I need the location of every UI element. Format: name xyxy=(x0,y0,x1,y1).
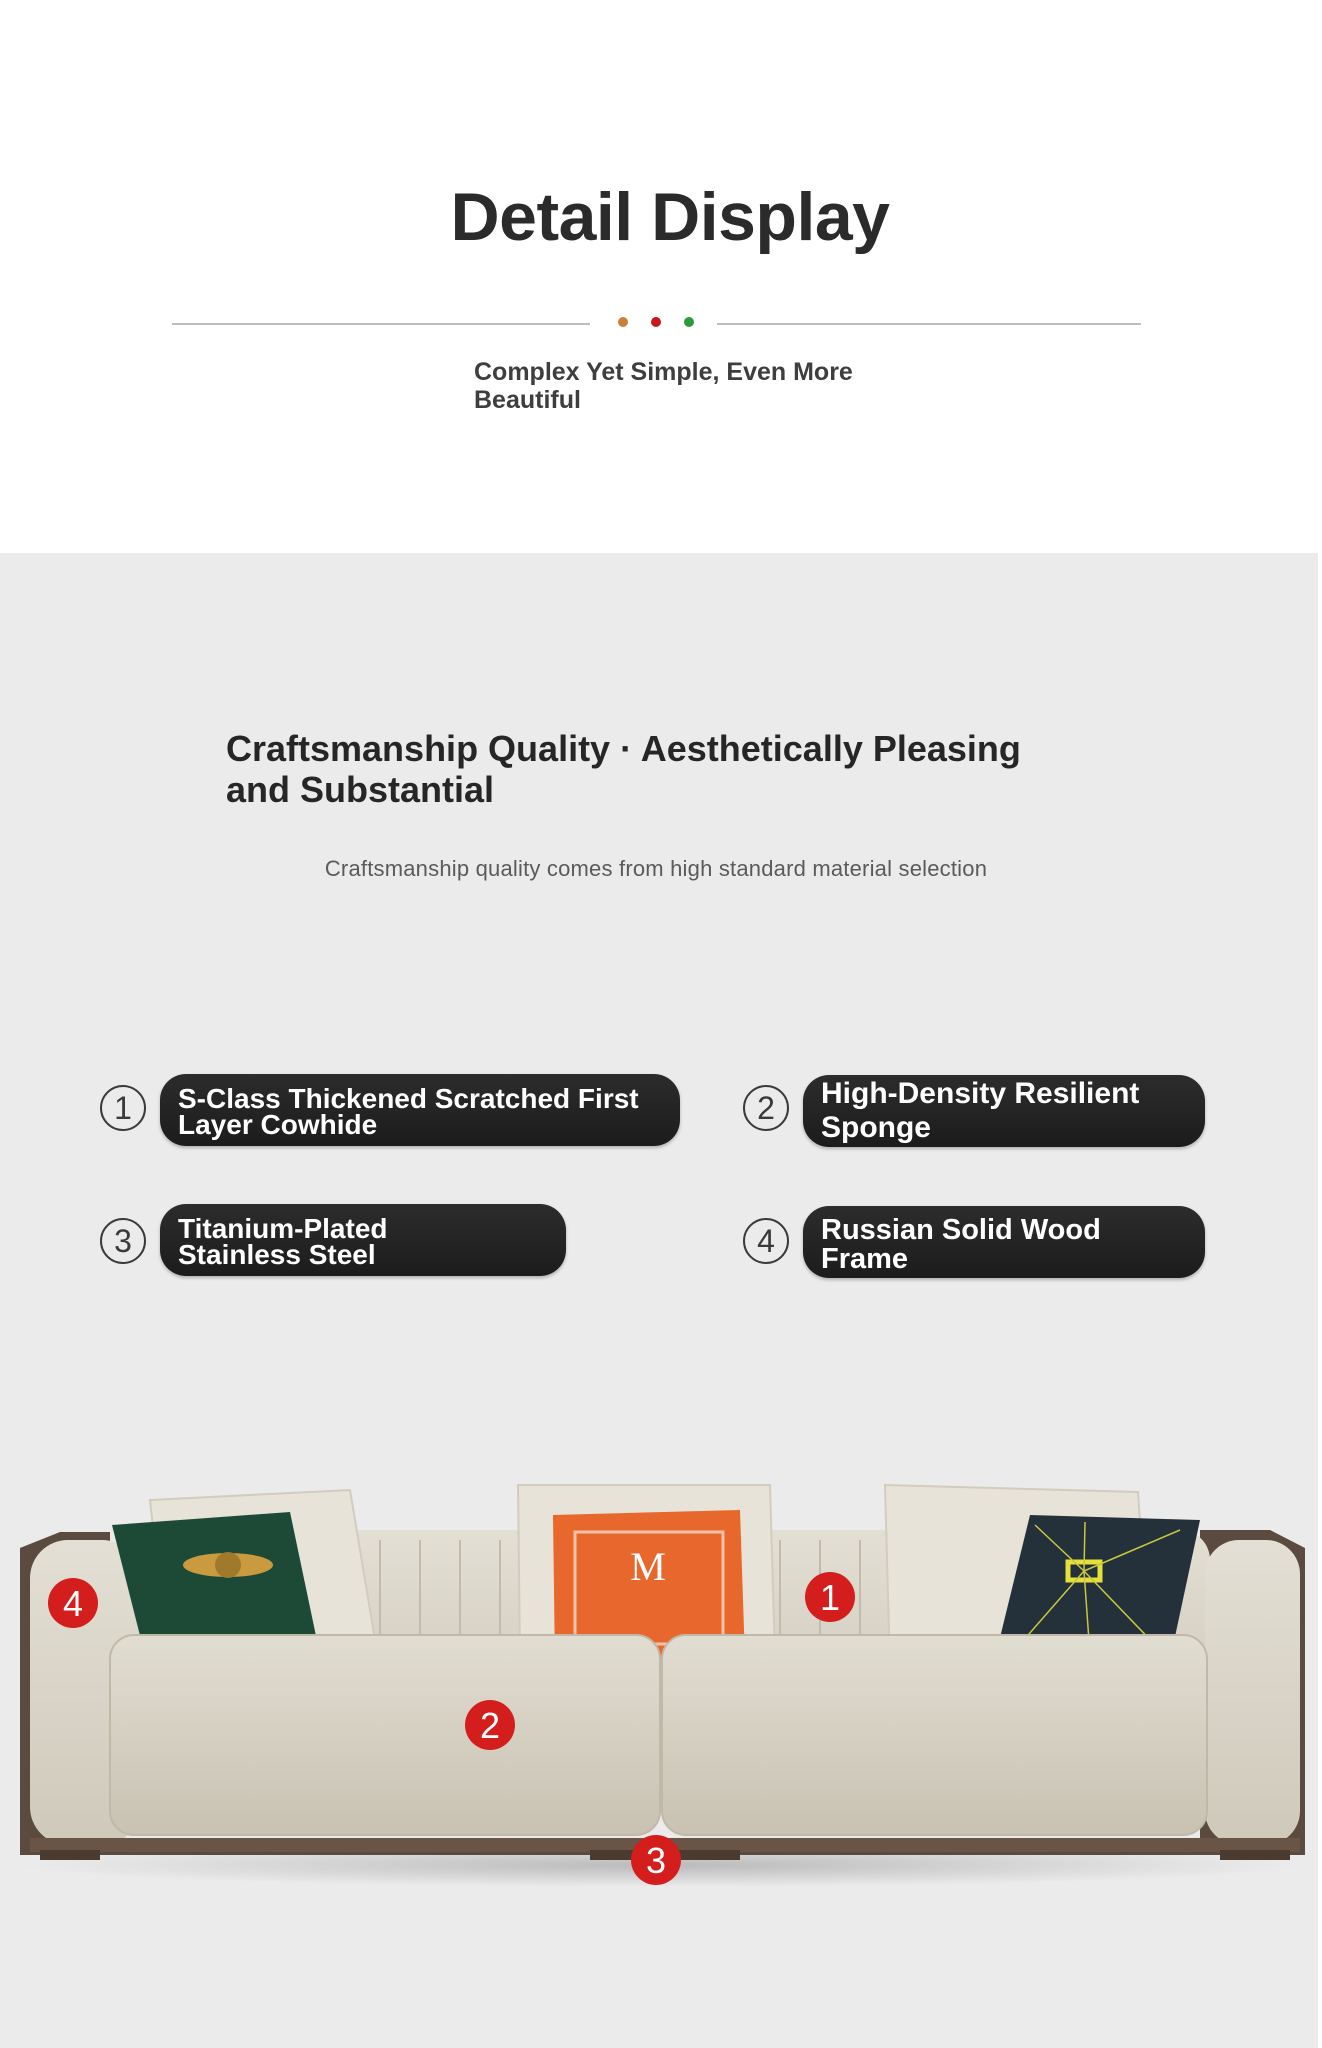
divider-dot-3 xyxy=(684,317,694,327)
divider-left xyxy=(172,323,590,325)
divider-right xyxy=(717,323,1141,325)
sofa-leg-left xyxy=(40,1850,100,1860)
section-headline: Craftsmanship Quality · Aesthetically Pleasing and Substantial xyxy=(226,728,1021,810)
edge-strip xyxy=(1318,553,1322,2048)
header-section xyxy=(0,0,1322,553)
marker-1-label: 1 xyxy=(819,1577,841,1618)
sofa-leg-right xyxy=(1220,1850,1290,1860)
marker-4 xyxy=(48,1578,98,1628)
marker-4-label: 4 xyxy=(62,1583,84,1624)
feature-label-3: Titanium-Plated Stainless Steel xyxy=(160,1204,566,1276)
sofa-illustration xyxy=(0,1470,1318,1890)
right-arm xyxy=(1205,1540,1300,1845)
marker-1 xyxy=(805,1572,855,1622)
feature-label-2: High-Density Resilient Sponge xyxy=(803,1075,1205,1147)
page-subtitle: Complex Yet Simple, Even More Beautiful xyxy=(474,358,853,414)
pillow-green-badge xyxy=(215,1552,241,1578)
divider-dot-2 xyxy=(651,317,661,327)
section-tagline: Craftsmanship quality comes from high standard material selection xyxy=(324,856,988,881)
seat-cushion-left xyxy=(110,1635,660,1835)
page-title: Detail Display xyxy=(450,179,890,255)
feature-label-4: Russian Solid Wood Frame xyxy=(803,1206,1205,1278)
seat-cushion-right xyxy=(662,1635,1207,1835)
feature-number-2: 2 xyxy=(743,1085,789,1131)
feature-label-1: S-Class Thickened Scratched First Layer Cowhide xyxy=(160,1074,680,1146)
feature-number-4: 4 xyxy=(743,1218,789,1264)
marker-3-label: 3 xyxy=(645,1840,667,1881)
marker-2 xyxy=(465,1700,515,1750)
marker-2-label: 2 xyxy=(479,1705,501,1746)
divider-dot-1 xyxy=(618,317,628,327)
pillow-orange-letter: M xyxy=(630,1544,666,1589)
feature-number-3: 3 xyxy=(100,1218,146,1264)
feature-number-1: 1 xyxy=(100,1085,146,1131)
marker-3 xyxy=(631,1835,681,1885)
